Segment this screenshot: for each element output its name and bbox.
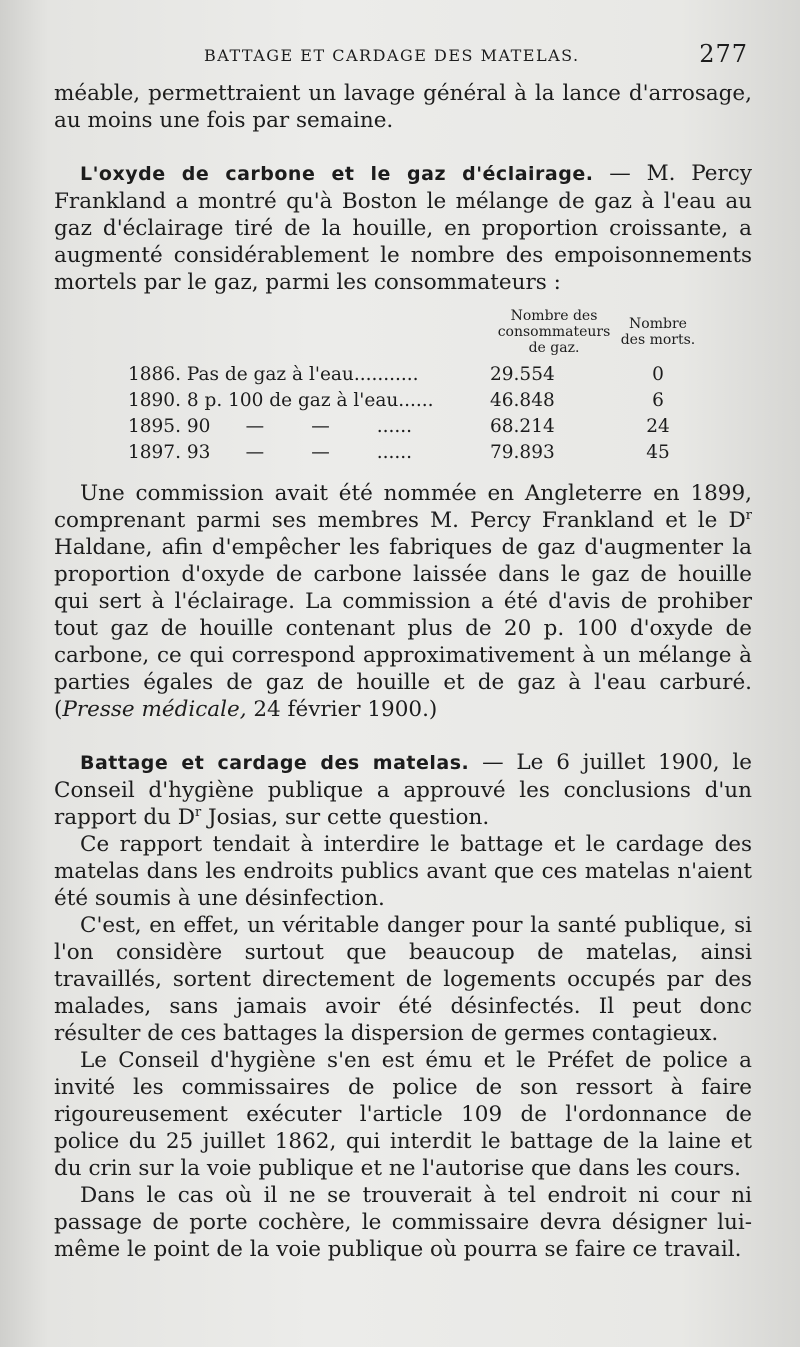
page-number: 277: [699, 40, 748, 68]
table-row: [128, 362, 698, 388]
commission-paragraph: [54, 480, 752, 723]
commissaire-paragraph: Dans le cas où il ne se trouverait à tel endroit ni cour ni passage de porte cochère, le commissaire devra désigner lui-même le point de la voie publique où pourra se faire ce travail.: [54, 1183, 752, 1262]
running-head: [54, 40, 752, 80]
table-row: [128, 440, 698, 466]
col-consumers-header: Nombre des consommateurs de gaz.: [497, 308, 611, 356]
section-oxyde-paragraph: [54, 160, 752, 296]
section-matelas-heading: Battage et cardage des matelas.: [80, 752, 470, 774]
row-label: 1897. 93 — — ......: [128, 442, 413, 463]
gas-poisoning-table: [128, 308, 698, 466]
superscript: r: [195, 804, 202, 820]
row-label: 1895. 90 — — ......: [128, 416, 413, 437]
rapport-paragraph: Ce rapport tendait à interdire le battage et le cardage des matelas dans les endroits publics avant que ces matelas n'aient été soumis à une désinfection.: [54, 832, 752, 911]
table-row: [128, 414, 698, 440]
row-deaths: 45: [646, 442, 670, 463]
row-deaths: 24: [646, 416, 670, 437]
running-title: BATTAGE ET CARDAGE DES MATELAS.: [204, 46, 580, 65]
row-label: 1890. 8 p. 100 de gaz à l'eau......: [128, 390, 434, 411]
row-deaths: 6: [652, 390, 664, 411]
col-deaths-header: Nombre des morts.: [620, 316, 696, 348]
matelas-text-start: — Le 6 juillet 1900, le Conseil d'hygiène publique a approuvé les conclusions d'un rapport du D: [54, 750, 752, 830]
row-consumers: 79.893: [490, 442, 555, 463]
commission-text-end: 24 février 1900.): [246, 697, 438, 722]
row-consumers: 68.214: [490, 416, 555, 437]
section-matelas-paragraph: [54, 749, 752, 831]
section-oxyde-heading: L'oxyde de carbone et le gaz d'éclairage.: [80, 163, 594, 185]
commission-text-main: Haldane, afin d'empêcher les fabriques de gaz d'augmenter la proportion d'oxyde de carbone laissée dans le gaz de houille qui sert à l'éclairage. La commission a été d'avis de prohiber tout gaz de houille contenant plus de 20 p. 100 d'oxyde de carbone, ce qui correspond approximativement à un mélange à parties égales de gaz de houille et de gaz à l'eau carburé. (: [54, 535, 752, 722]
row-consumers: 29.554: [490, 364, 555, 385]
superscript: r: [745, 507, 752, 523]
row-deaths: 0: [652, 364, 664, 385]
conseil-paragraph: Le Conseil d'hygiène s'en est ému et le Préfet de police a invité les commissaires de police de son ressort à faire rigoureusement exécuter l'article 109 de l'ordonnance de police du 25 juillet 1862, qui interdit le battage de la laine et du crin sur la voie publique et ne l'autorise que dans les cours.: [54, 1048, 752, 1181]
intro-paragraph: méable, permettraient un lavage général à la lance d'arrosage, au moins une fois par semaine.: [54, 81, 752, 133]
matelas-text-end: Josias, sur cette question.: [201, 805, 490, 830]
citation: Presse médicale,: [62, 697, 247, 722]
commission-text-start: Une commission avait été nommée en Angleterre en 1899, comprenant parmi ses membres M. Percy Frankland et le D: [54, 481, 752, 533]
danger-paragraph: C'est, en effet, un véritable danger pour la santé publique, si l'on considère surtout que beaucoup de matelas, ainsi travaillés, sortent directement de logements occupés par des malades, sans jamais avoir été désinfectés. Il peut donc résulter de ces battages la dispersion de germes contagieux.: [54, 913, 752, 1046]
row-label: 1886. Pas de gaz à l'eau...........: [128, 364, 419, 385]
section-oxyde-text: — M. Percy Frankland a montré qu'à Boston le mélange de gaz à l'eau au gaz d'éclairage tiré de la houille, en proportion croissante, a augmenté considérablement le nombre des empoisonnements mortels par le gaz, parmi les consommateurs :: [54, 161, 752, 295]
table-row: [128, 388, 698, 414]
row-consumers: 46.848: [490, 390, 555, 411]
